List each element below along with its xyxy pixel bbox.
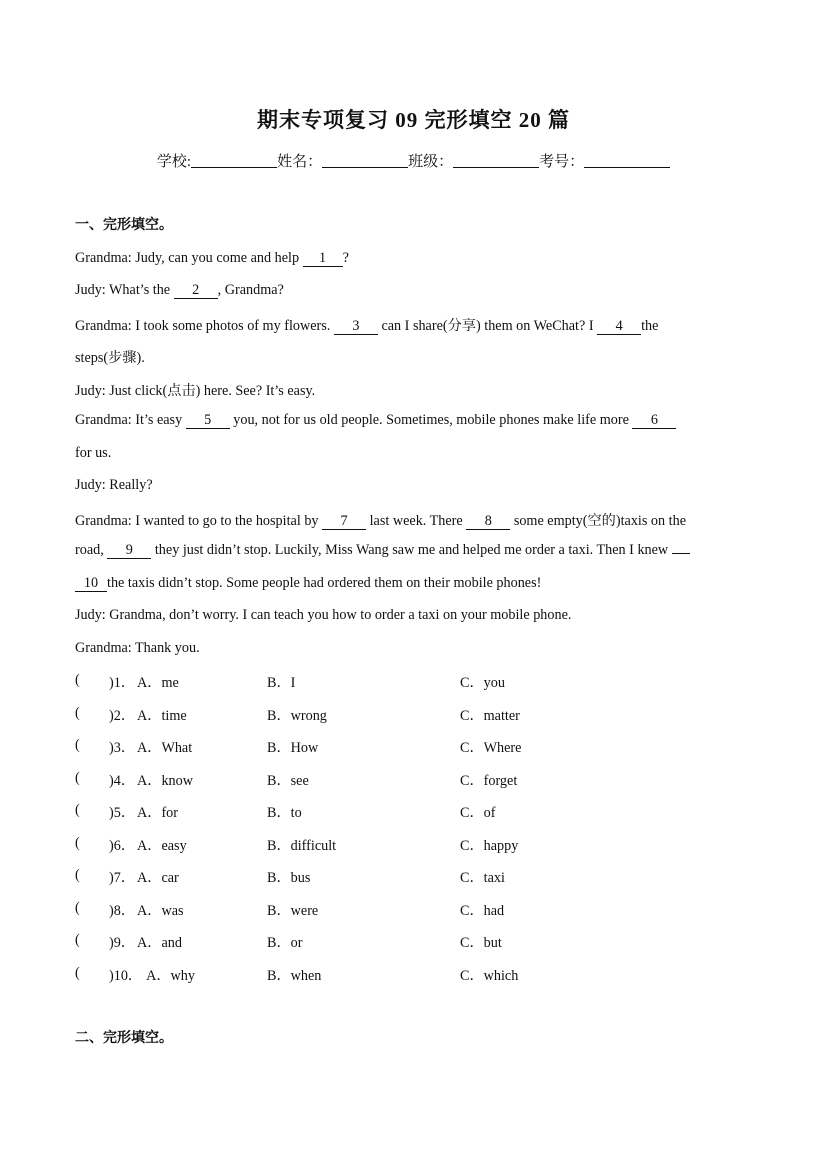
- dialogue-line: Judy: What’s the 2 , Grandma?: [75, 282, 284, 298]
- blank-1: 1: [303, 251, 343, 267]
- section-heading: 二、完形填空。: [75, 1030, 173, 1046]
- dialogue-line: Grandma: Thank you.: [75, 640, 200, 656]
- dialogue-line: steps(步骤).: [75, 350, 145, 366]
- dialogue-line: road, 9 they just didn’t stop. Luckily, Miss Wang saw me and helped me order a taxi. Then I knew: [75, 542, 690, 559]
- option-b: B．bus: [267, 870, 311, 886]
- dialogue-line: Judy: Just click(点击) here. See? It’s easy.: [75, 383, 316, 399]
- option-c: C．which: [460, 967, 519, 984]
- blank-4: 4: [597, 319, 641, 335]
- exam-number-blank[interactable]: [584, 153, 670, 168]
- option-c: C．you: [460, 675, 505, 691]
- school-blank[interactable]: [191, 153, 277, 168]
- answer-paren-open[interactable]: (: [75, 672, 80, 688]
- question-number-option-a: )1． A．me: [109, 675, 179, 691]
- option-c: C．happy: [460, 837, 519, 854]
- dialogue-line: Grandma: I wanted to go to the hospital by 7 last week. There 8 some empty(空的)taxis on the: [75, 513, 687, 529]
- name-blank[interactable]: [322, 153, 408, 168]
- option-c: C．matter: [460, 707, 520, 724]
- class-label: 班级：: [408, 154, 454, 170]
- question-number-option-a: )7． A．car: [109, 870, 179, 886]
- dialogue-line: Grandma: I took some photos of my flowers. 3 can I share(分享) them on WeChat? I 4 the: [75, 318, 659, 334]
- exam-number-label: 考号：: [539, 154, 585, 170]
- option-b: B．when: [267, 967, 322, 984]
- answer-paren-open[interactable]: (: [75, 932, 80, 948]
- option-b: B．difficult: [267, 837, 337, 854]
- school-label: 学校:: [156, 154, 192, 170]
- page-title: 期末专项复习 09 完形填空 20 篇: [257, 108, 570, 132]
- option-c: C．Where: [460, 740, 522, 756]
- option-b: B．or: [267, 935, 303, 951]
- question-number-option-a: )2． A．time: [109, 707, 187, 724]
- answer-paren-open[interactable]: (: [75, 802, 80, 818]
- dialogue-line: Judy: Really?: [75, 477, 153, 493]
- option-c: C．forget: [460, 772, 518, 789]
- blank-6: 6: [632, 413, 676, 429]
- dialogue-line: Grandma: Judy, can you come and help 1 ?: [75, 250, 349, 266]
- blank-2: 2: [174, 283, 218, 299]
- question-number-option-a: )10． A．why: [109, 967, 195, 984]
- option-c: C．taxi: [460, 870, 505, 886]
- option-b: B．to: [267, 805, 302, 821]
- blank-8: 8: [466, 514, 510, 530]
- option-b: B．wrong: [267, 707, 327, 724]
- dialogue-line: Grandma: It’s easy 5 you, not for us old people. Sometimes, mobile phones make life more 6: [75, 412, 676, 429]
- question-number-option-a: )5． A．for: [109, 805, 178, 821]
- option-b: B．How: [267, 740, 319, 756]
- option-c: C．of: [460, 805, 496, 821]
- option-b: B．I: [267, 675, 296, 691]
- question-number-option-a: )3． A．What: [109, 740, 193, 756]
- answer-paren-open[interactable]: (: [75, 737, 80, 753]
- answer-paren-open[interactable]: (: [75, 899, 80, 916]
- question-number-option-a: )9． A．and: [109, 935, 182, 951]
- answer-paren-open[interactable]: (: [75, 769, 80, 786]
- option-b: B．see: [267, 772, 309, 789]
- option-c: C．but: [460, 935, 502, 951]
- section-heading: 一、完形填空。: [75, 217, 173, 233]
- question-number-option-a: )4． A．know: [109, 772, 193, 789]
- blank-9: 9: [107, 543, 151, 559]
- blank-10-start: [672, 553, 690, 554]
- student-info-line: [0, 150, 827, 171]
- answer-paren-open[interactable]: (: [75, 834, 80, 851]
- answer-paren-open[interactable]: (: [75, 964, 80, 981]
- question-number-option-a: )8． A．was: [109, 902, 184, 919]
- name-label: 姓名：: [277, 154, 323, 170]
- blank-3: 3: [334, 319, 378, 335]
- blank-10: 10: [75, 576, 107, 592]
- dialogue-line: 10 the taxis didn’t stop. Some people had ordered them on their mobile phones!: [75, 575, 541, 592]
- class-blank[interactable]: [453, 153, 539, 168]
- option-b: B．were: [267, 902, 319, 919]
- answer-paren-open[interactable]: (: [75, 867, 80, 883]
- blank-5: 5: [186, 413, 230, 429]
- blank-7: 7: [322, 514, 366, 530]
- option-c: C．had: [460, 902, 505, 919]
- question-number-option-a: )6． A．easy: [109, 837, 187, 854]
- answer-paren-open[interactable]: (: [75, 704, 80, 721]
- dialogue-line: for us.: [75, 445, 112, 461]
- dialogue-line: Judy: Grandma, don’t worry. I can teach you how to order a taxi on your mobile phone.: [75, 607, 572, 623]
